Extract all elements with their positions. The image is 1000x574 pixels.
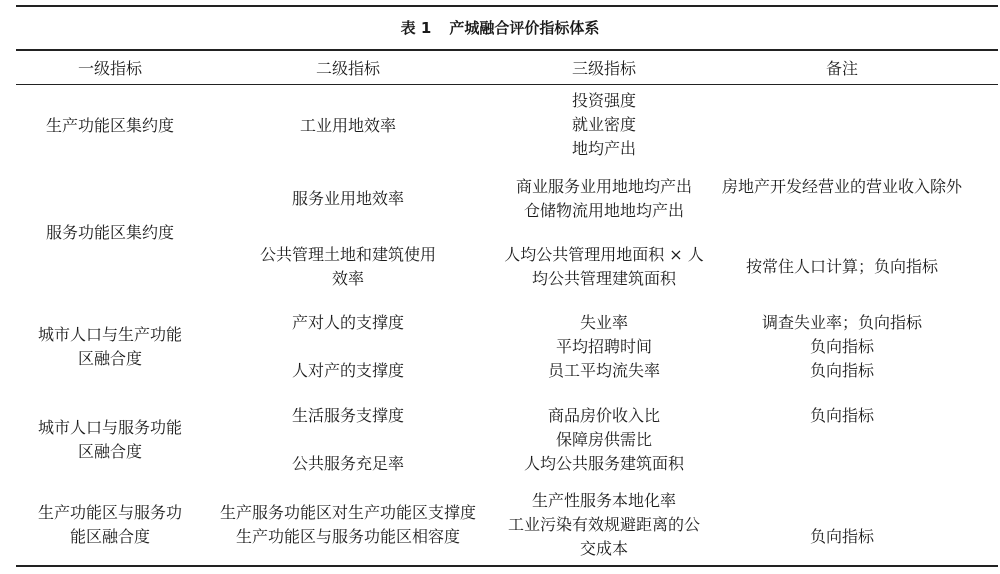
header-notes: 备注 — [825, 59, 859, 78]
level1-cell: 区融合度 — [77, 442, 143, 461]
table-rule-top — [16, 5, 998, 7]
table-number: 表 1 — [400, 19, 432, 37]
notes-cell: 调查失业率；负向指标 — [761, 313, 923, 332]
level2-cell: 生产功能区与服务功能区相容度 — [235, 527, 461, 546]
level2-cell: 公共服务充足率 — [291, 454, 405, 473]
level2-cell: 生产服务功能区对生产功能区支撑度 — [219, 503, 477, 522]
level3-cell: 人均公共服务建筑面积 — [523, 454, 685, 473]
level3-cell: 商品房价收入比 — [547, 406, 661, 425]
level3-cell: 交成本 — [579, 539, 629, 558]
notes-cell: 按常住人口计算；负向指标 — [745, 257, 939, 276]
level3-cell: 仓储物流用地地均产出 — [523, 201, 685, 220]
level2-cell: 生活服务支撑度 — [291, 406, 405, 425]
notes-cell: 负向指标 — [809, 527, 875, 546]
level2-cell: 工业用地效率 — [299, 116, 397, 135]
table-rule-title — [16, 49, 998, 51]
level2-cell: 公共管理土地和建筑使用 — [259, 245, 437, 264]
level3-cell: 保障房供需比 — [555, 430, 653, 449]
level2-cell: 效率 — [331, 269, 365, 288]
level3-cell: 工业污染有效规避距离的公 — [507, 515, 701, 534]
level3-cell: 生产性服务本地化率 — [531, 491, 677, 510]
level1-cell: 能区融合度 — [69, 527, 151, 546]
level3-cell: 投资强度 — [571, 91, 637, 110]
table-title-text: 产城融合评价指标体系 — [449, 19, 600, 37]
table-rule-bottom — [16, 565, 998, 567]
level3-cell: 就业密度 — [571, 115, 637, 134]
level2-cell: 服务业用地效率 — [291, 189, 405, 208]
level3-cell: 人均公共管理用地面积 × 人 — [504, 245, 704, 264]
level2-cell: 人对产的支撑度 — [291, 361, 405, 380]
level3-cell: 均公共管理建筑面积 — [531, 269, 677, 288]
level1-cell: 区融合度 — [77, 349, 143, 368]
level1-cell: 城市人口与生产功能 — [37, 325, 183, 344]
level3-cell: 平均招聘时间 — [555, 337, 653, 356]
level1-cell: 服务功能区集约度 — [45, 223, 175, 242]
header-level2: 二级指标 — [315, 59, 381, 78]
level1-cell: 生产功能区与服务功 — [37, 503, 183, 522]
level3-cell: 地均产出 — [571, 139, 637, 158]
level2-cell: 产对人的支撑度 — [291, 313, 405, 332]
notes-cell: 负向指标 — [809, 337, 875, 356]
level1-cell: 城市人口与服务功能 — [37, 418, 183, 437]
header-level1: 一级指标 — [77, 59, 143, 78]
level3-cell: 商业服务业用地地均产出 — [515, 177, 693, 196]
notes-cell: 房地产开发经营业的营业收入除外 — [721, 177, 963, 196]
table-rule-header — [16, 84, 998, 85]
table-title — [401, 17, 600, 40]
level3-cell: 员工平均流失率 — [547, 361, 661, 380]
header-level3: 三级指标 — [571, 59, 637, 78]
level3-cell: 失业率 — [579, 313, 629, 332]
level1-cell: 生产功能区集约度 — [45, 116, 175, 135]
notes-cell: 负向指标 — [809, 406, 875, 425]
notes-cell: 负向指标 — [809, 361, 875, 380]
